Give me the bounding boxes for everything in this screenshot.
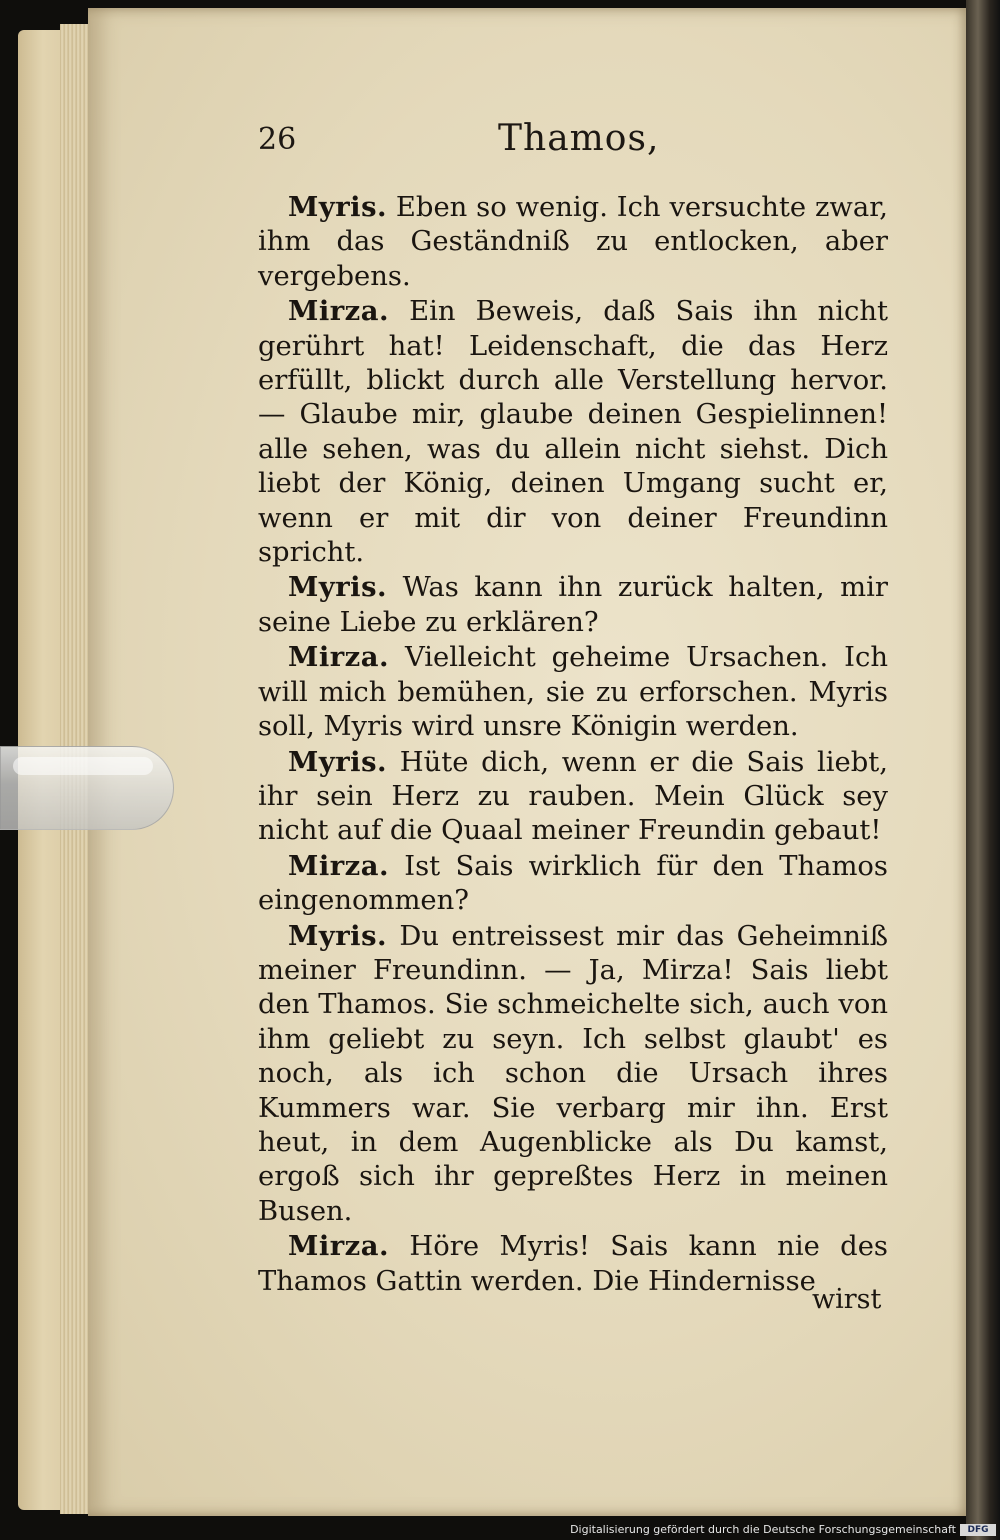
speech-text: Du entreissest mir das Geheimniß meiner Freundinn. — Ja, Mirza! Sais liebt den Thamos. Sie schmeichelte sich, auch von ihm geliebt zu seyn. Ich selbst glaubt' es noch, als ich schon die Ursach ihres Kummers war. Sie verbarg mir ihn. Erst heut, in dem Augenblicke als Du kamst, ergoß sich ihr gepreßtes Herz in meinen Busen.	[258, 920, 888, 1227]
speech-text: Was kann ihn zurück halten, mir seine Liebe zu erklären?	[258, 572, 888, 638]
dialogue-paragraph	[258, 570, 888, 640]
dialogue-text	[258, 190, 888, 1299]
speaker-name: Mirza.	[288, 295, 389, 328]
book-edge-right	[966, 0, 1000, 1540]
bookmark-clip	[0, 746, 174, 830]
speech-text: Eben so wenig. Ich versuchte zwar, ihm das Geständniß zu entlocken, aber vergebens.	[258, 192, 888, 292]
speaker-name: Mirza.	[288, 849, 389, 882]
dialogue-paragraph	[258, 294, 888, 570]
dialogue-paragraph	[258, 190, 888, 294]
page-header	[258, 118, 660, 168]
catchword: wirst	[812, 1284, 882, 1315]
speech-text: Vielleicht geheime Ursachen. Ich will mich bemühen, sie zu erforschen. Myris soll, Myris wird unsre Königin werden.	[258, 642, 888, 743]
speaker-name: Mirza.	[288, 641, 389, 674]
page-number: 26	[258, 122, 297, 157]
speaker-name: Mirza.	[288, 1230, 389, 1263]
dfg-logo-icon: DFG	[960, 1524, 996, 1536]
speech-text: Hüte dich, wenn er die Sais liebt, ihr sein Herz zu rauben. Mein Glück sey nicht auf die Quaal meiner Freundin gebaut!	[258, 746, 888, 847]
dialogue-paragraph	[258, 640, 888, 744]
speaker-name: Myris.	[288, 745, 388, 778]
running-title: Thamos,	[498, 118, 660, 159]
speech-text: Ist Sais wirklich für den Thamos eingenommen?	[258, 850, 888, 917]
dialogue-paragraph	[258, 745, 888, 849]
dialogue-paragraph	[258, 919, 888, 1230]
dialogue-paragraph	[258, 1229, 888, 1299]
dialogue-paragraph	[258, 849, 888, 919]
speaker-name: Myris.	[288, 919, 388, 952]
speaker-name: Myris.	[288, 191, 388, 223]
speech-text: Höre Myris! Sais kann nie des Thamos Gattin werden. Die Hindernisse	[258, 1231, 888, 1297]
speaker-name: Myris.	[288, 571, 388, 604]
speech-text: Ein Beweis, daß Sais ihn nicht gerührt hat! Leidenschaft, die das Herz erfüllt, blickt durch alle Verstellung hervor. — Glaube mir, glaube deinen Gespielinnen! alle sehen, was du allein nicht siehst. Dich liebt der König, deinen Umgang sucht er, wenn er mit dir von deiner Freundinn spricht.	[258, 296, 888, 569]
digitization-credit: Digitalisierung gefördert durch die Deutsche Forschungsgemeinschaft	[570, 1523, 956, 1536]
